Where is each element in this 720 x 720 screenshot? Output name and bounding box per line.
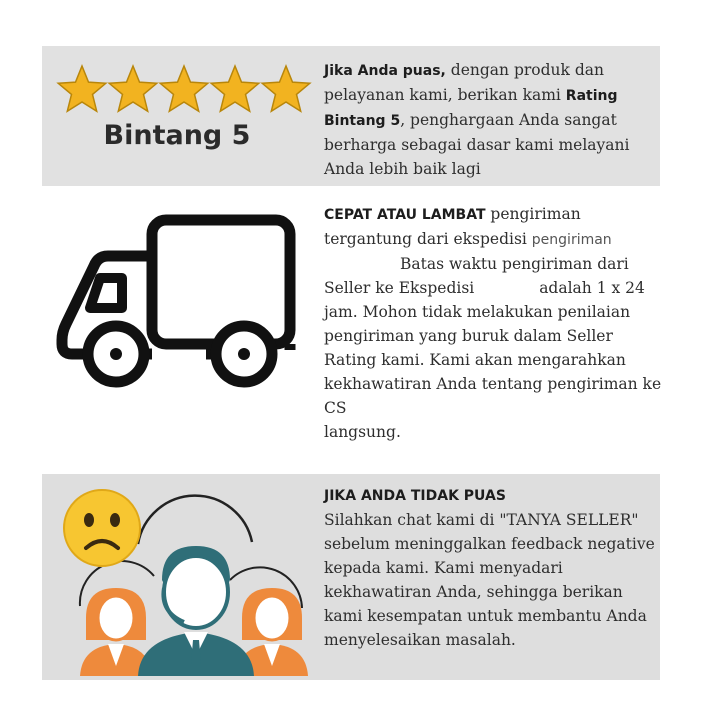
rating-message <box>324 58 664 181</box>
shipping-line-1b: pengiriman <box>531 232 612 248</box>
unhappy-text: Silahkan chat kami di "TANYA SELLER" sebelum meninggalkan feedback negative kepada kami. Kami menyadari kekhawatiran Anda, sehingga berikan kami kesempatan untuk membantu Anda menyelesaikan masalah. <box>324 511 655 649</box>
shipping-message <box>324 202 664 444</box>
shipping-line-3: adalah 1 x 24 jam. Mohon tidak melakukan penilaian pengiriman yang buruk dalam Seller Rating kami. Kami akan mengarahkan kekhawatiran Anda tentang pengiriman ke CS <box>324 279 662 417</box>
rating-emphasis: Rating Bintang 5 <box>324 88 618 129</box>
five-star-rating-icon <box>56 62 312 118</box>
star-icon <box>109 66 157 111</box>
unhappy-heading: JIKA ANDA TIDAK PUAS <box>324 488 506 504</box>
rating-section <box>42 46 660 186</box>
delivery-truck-icon <box>56 212 302 390</box>
star-icon <box>211 66 259 111</box>
shipping-section <box>42 190 660 460</box>
star-icon <box>58 66 106 111</box>
shipping-heading: CEPAT ATAU LAMBAT <box>324 207 486 223</box>
customer-service-team-icon <box>52 480 310 676</box>
shipping-line-1: pengiriman tergantung dari ekspedisi <box>324 205 581 248</box>
rating-text-2: , penghargaan Anda sangat berharga sebagai dasar kami melayani Anda lebih baik lagi <box>324 111 630 178</box>
star-icon <box>262 66 310 111</box>
rating-badge-label: Bintang 5 <box>103 120 251 151</box>
sad-face-icon <box>64 490 140 566</box>
shipping-line-4: langsung. <box>324 423 401 441</box>
unhappy-section <box>42 474 660 680</box>
shipping-line-2: Batas waktu pengiriman dari Seller ke Ekspedisi <box>324 255 629 297</box>
rating-text-1: dengan produk dan pelayanan kami, berikan kami <box>324 61 604 104</box>
rating-heading: Jika Anda puas, <box>324 63 446 79</box>
unhappy-message <box>324 484 664 652</box>
star-icon <box>160 66 208 111</box>
